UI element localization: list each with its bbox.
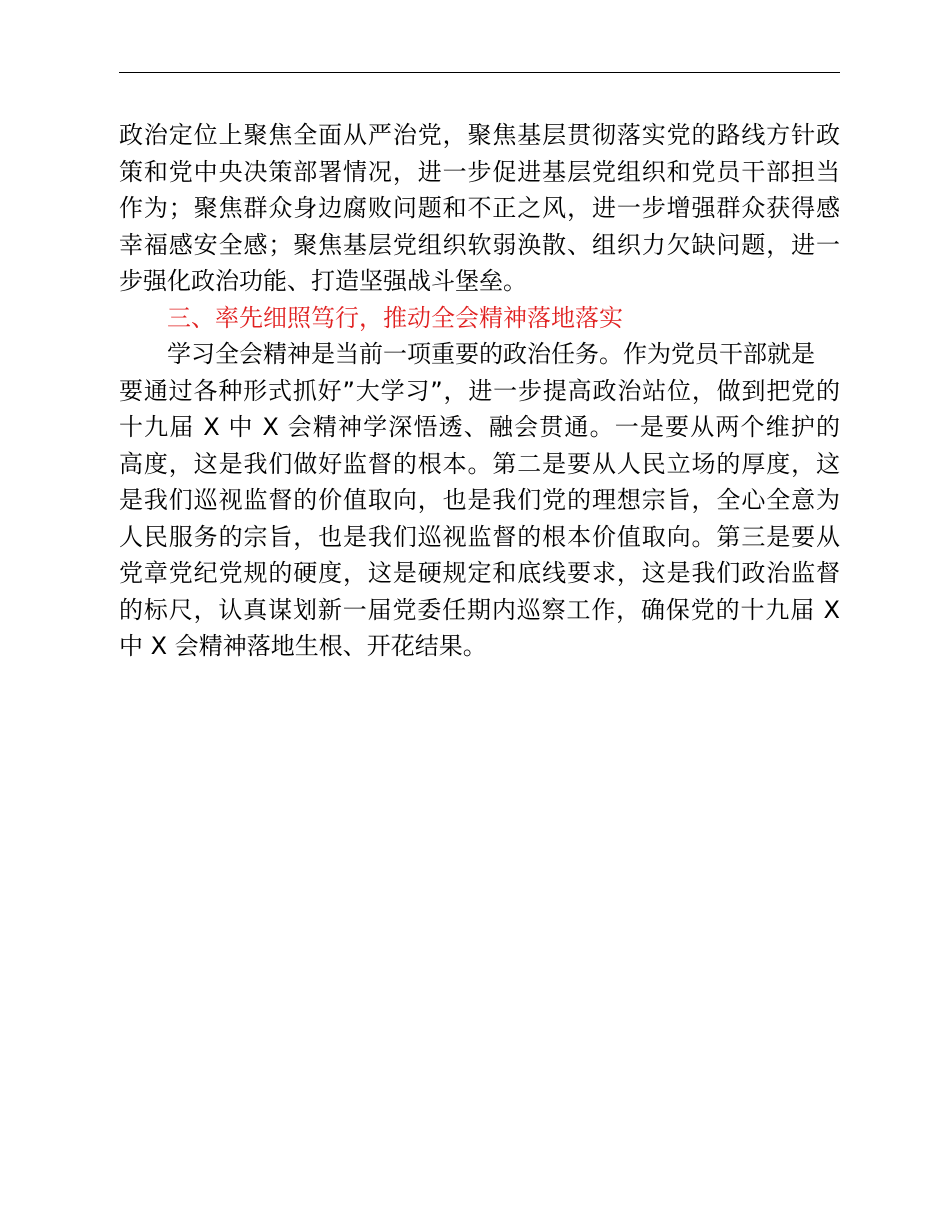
paragraph-line: 幸福感安全感；聚焦基层党组织软弱涣散、组织力欠缺问题，进一: [119, 230, 840, 259]
paragraph-line: 党章党纪党规的硬度，这是硬规定和底线要求，这是我们政治监督: [119, 559, 840, 587]
section-heading: 三、率先细照笃行，推动全会精神落地落实: [167, 303, 623, 332]
paragraph-line: 作为；聚焦群众身边腐败问题和不正之风，进一步增强群众获得感: [119, 194, 840, 222]
paragraph-line: 步强化政治功能、打造坚强战斗堡垒。: [119, 267, 527, 295]
paragraph-line: 十九届 X 中 X 会精神学深悟透、融会贯通。一是要从两个维护的: [119, 413, 840, 441]
paragraph-line: 中 X 会精神落地生根、开花结果。: [119, 632, 487, 660]
paragraph-line: 高度，这是我们做好监督的根本。第二是要从人民立场的厚度，这: [119, 449, 840, 478]
document-body: [119, 117, 840, 665]
paragraph-line: 策和党中央决策部署情况，进一步促进基层党组织和党员干部担当: [119, 157, 840, 186]
paragraph-line: 是我们巡视监督的价值取向，也是我们党的理想宗旨，全心全意为: [119, 486, 840, 514]
header-rule: [119, 72, 840, 73]
paragraph-line: 人民服务的宗旨，也是我们巡视监督的根本价值取向。第三是要从: [119, 522, 840, 551]
paragraph-1: [119, 117, 840, 300]
paragraph-line: 要通过各种形式抓好”大学习”，进一步提高政治站位，做到把党的: [119, 376, 840, 405]
paragraph-line: 的标尺，认真谋划新一届党委任期内巡察工作，确保党的十九届 X: [119, 595, 840, 624]
paragraph-line: 政治定位上聚焦全面从严治党，聚焦基层贯彻落实党的路线方针政: [119, 121, 840, 149]
paragraph-line: 学习全会精神是当前一项重要的政治任务。作为党员干部就是: [167, 340, 815, 368]
paragraph-2: [119, 336, 840, 665]
